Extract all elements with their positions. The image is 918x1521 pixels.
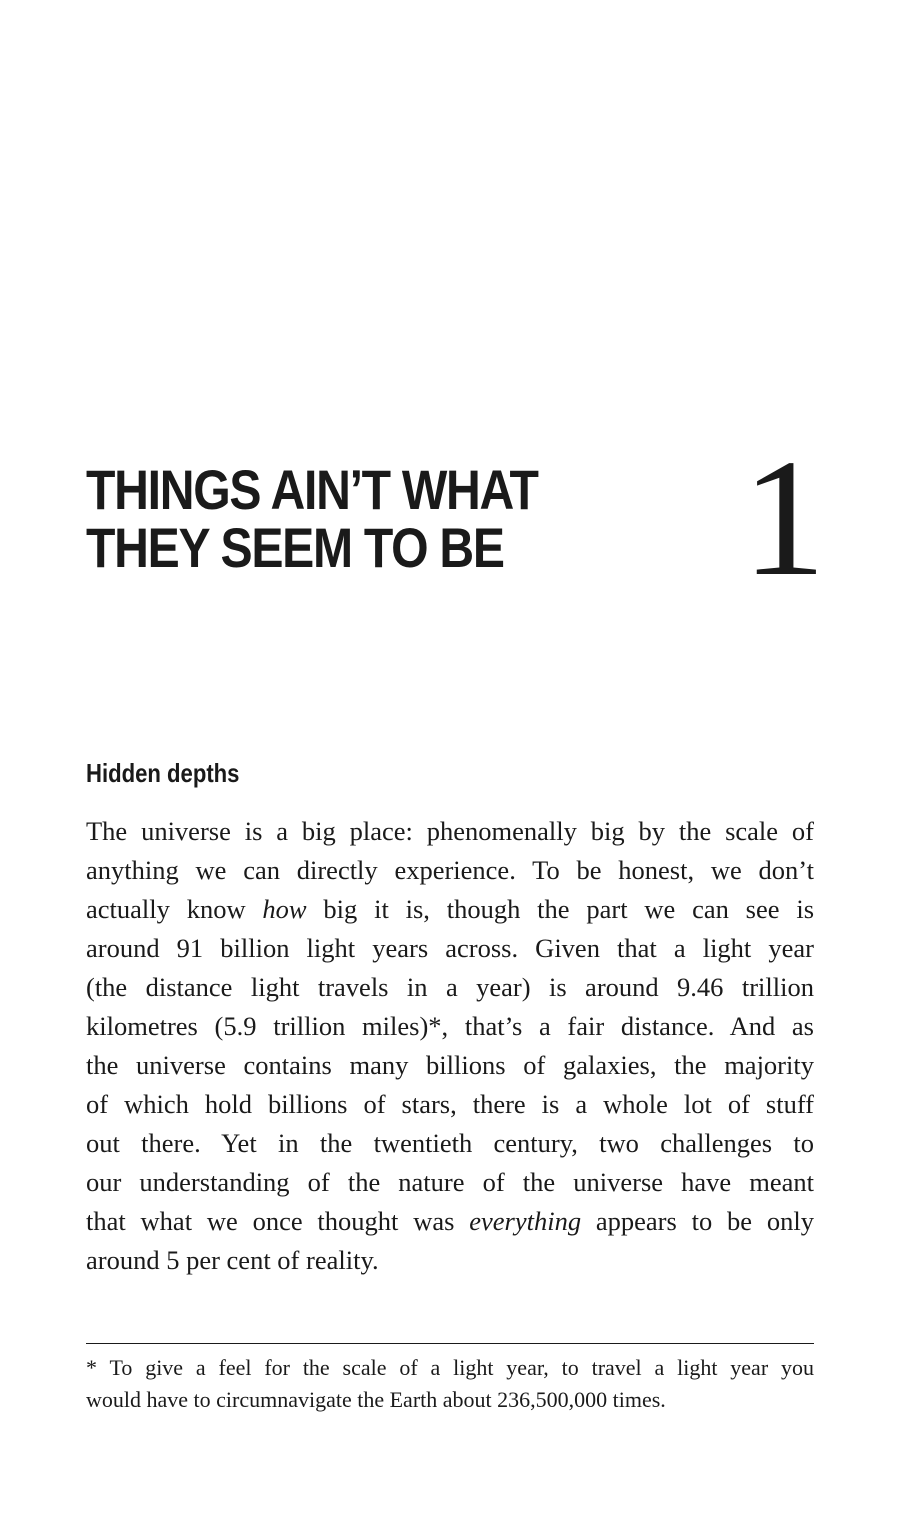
chapter-title-line-1: THINGS AIN’T WHAT [86,458,538,521]
body-text-run: that what we once thought was [86,1206,470,1236]
body-text-run: actually know [86,894,263,924]
body-text-run: big it is, though the part we can see is [306,894,815,924]
body-paragraph [86,812,814,1280]
emphasis-how: how [262,894,307,924]
chapter-title-line-2: THEY SEEM TO BE [86,516,504,579]
body-line: out there. Yet in the twentieth century, two challenges to [86,1128,814,1158]
footnote [86,1352,814,1416]
section-heading: Hidden depths [86,758,240,788]
body-line: around 91 billion light years across. Given that a light year [86,933,814,963]
footnote-line: * To give a feel for the scale of a light year, to travel a light year you [86,1355,814,1380]
body-line: anything we can directly experience. To be honest, we don’t [86,855,814,885]
body-text-run: appears to be only [581,1206,814,1236]
footnote-line: would have to circumnavigate the Earth about 236,500,000 times. [86,1387,666,1412]
body-line: of which hold billions of stars, there is a whole lot of stuff [86,1089,814,1119]
chapter-title [86,458,568,579]
footnote-divider [86,1343,814,1344]
body-line: around 5 per cent of reality. [86,1245,379,1275]
body-line [86,890,814,929]
body-line: the universe contains many billions of galaxies, the majority [86,1050,814,1080]
body-line: The universe is a big place: phenomenally big by the scale of [86,816,814,846]
emphasis-everything: everything [469,1206,582,1236]
body-line [86,1202,814,1241]
body-line: (the distance light travels in a year) is around 9.46 trillion [86,972,814,1002]
body-line: kilometres (5.9 trillion miles)*, that’s a fair distance. And as [86,1011,814,1041]
chapter-number: 1 [742,425,826,611]
body-line: our understanding of the nature of the universe have meant [86,1167,814,1197]
